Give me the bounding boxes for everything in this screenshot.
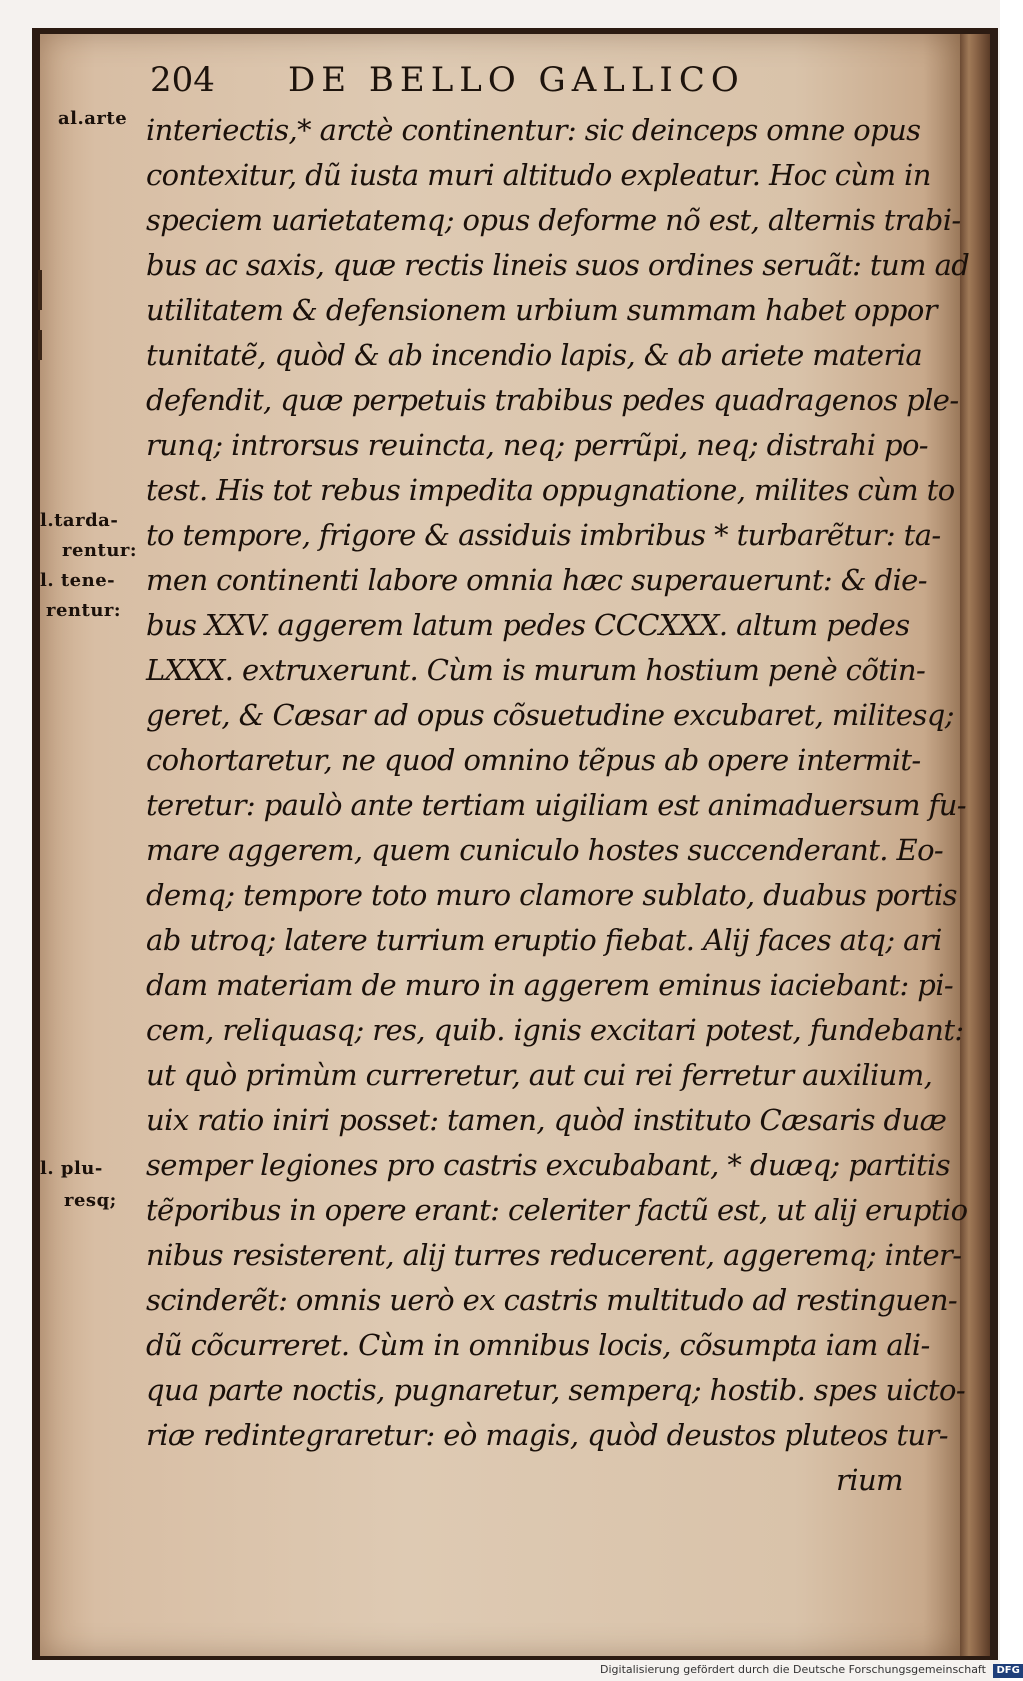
text-line: ab utroq; latere turrium eruptio fiebat. Alij faces atq; ari — [146, 923, 942, 957]
margin-note: resq; — [64, 1190, 117, 1211]
text-line: ut quò primùm curreretur, aut cui rei ferretur auxilium, — [146, 1058, 933, 1092]
text-line: dam materiam de muro in aggerem eminus iaciebant: pi- — [146, 968, 954, 1002]
text-line: dũ cõcurreret. Cùm in omnibus locis, cõsumpta iam ali- — [146, 1328, 930, 1362]
text-line: teretur: paulò ante tertiam uigiliam est animaduersum fu- — [146, 788, 966, 822]
text-line: scinderẽt: omnis uerò ex castris multitudo ad restinguen- — [146, 1283, 958, 1317]
text-line: men continenti labore omnia hæc superauerunt: & die- — [146, 563, 927, 597]
bleed-mark — [38, 330, 42, 360]
text-line: cem, reliquasq; res, quib. ignis excitari potest, fundebant: — [146, 1013, 964, 1047]
text-line: qua parte noctis, pugnaretur, semperq; hostib. spes uicto- — [146, 1373, 966, 1407]
text-line: speciem uarietatemq; opus deforme nõ est, alternis trabi- — [146, 203, 961, 237]
text-line: nibus resisterent, alij turres reducerent, aggeremq; inter- — [146, 1238, 962, 1272]
text-line: LXXX. extruxerunt. Cùm is murum hostium penè cõtin- — [146, 653, 926, 687]
text-line: bus ac saxis, quæ rectis lineis suos ordines seruãt: tum ad — [146, 248, 970, 282]
text-line: uix ratio iniri posset: tamen, quòd instituto Cæsaris duæ — [146, 1103, 947, 1137]
page-number: 204 — [150, 60, 215, 100]
text-line: geret, & Cæsar ad opus cõsuetudine excubaret, militesq; — [146, 698, 954, 732]
text-line: contexitur, dũ iusta muri altitudo expleatur. Hoc cùm in — [146, 158, 931, 192]
bleed-mark — [38, 270, 42, 310]
text-line: test. His tot rebus impedita oppugnatione, milites cùm to — [146, 473, 955, 507]
text-line: utilitatem & defensionem urbium summam habet oppor — [146, 293, 937, 327]
text-line: runq; introrsus reuincta, neq; perrũpi, neq; distrahi po- — [146, 428, 929, 462]
text-line: riæ redintegraretur: eò magis, quòd deustos pluteos tur- — [146, 1418, 948, 1452]
digitization-footer — [600, 1661, 1020, 1679]
footer-text: Digitalisierung gefördert durch die Deutsche Forschungsgemeinschaft — [600, 1663, 986, 1676]
margin-note: rentur: — [62, 540, 138, 561]
text-line: demq; tempore toto muro clamore sublato, duabus portis — [146, 878, 957, 912]
text-line: tunitatẽ, quòd & ab incendio lapis, & ab ariete materia — [146, 338, 923, 372]
page-header — [150, 50, 790, 110]
margin-note: l.tarda- — [40, 510, 119, 531]
margin-note: rentur: — [46, 600, 122, 621]
running-head: DE BELLO GALLICO — [288, 60, 745, 100]
text-line: interiectis,* arctè continentur: sic deinceps omne opus — [146, 113, 921, 147]
text-line: to tempore, frigore & assiduis imbribus * turbarẽtur: ta- — [146, 518, 941, 552]
text-line: mare aggerem, quem cuniculo hostes succenderant. Eo- — [146, 833, 944, 867]
text-line: tẽporibus in opere erant: celeriter factũ est, ut alij eruptio — [146, 1193, 968, 1227]
margin-note: l. plu- — [40, 1158, 103, 1179]
text-line: bus XXV. aggerem latum pedes CCCXXX. altum pedes — [146, 608, 910, 642]
margin-note: l. tene- — [40, 570, 116, 591]
text-line: semper legiones pro castris excubabant, * duæq; partitis — [146, 1148, 950, 1182]
catchword: rium — [836, 1463, 903, 1497]
margin-note: al.arte — [58, 108, 128, 129]
text-line: cohortaretur, ne quod omnino tẽpus ab opere intermit- — [146, 743, 921, 777]
text-line: defendit, quæ perpetuis trabibus pedes quadragenos ple- — [146, 383, 959, 417]
dfg-logo: DFG — [993, 1664, 1022, 1678]
